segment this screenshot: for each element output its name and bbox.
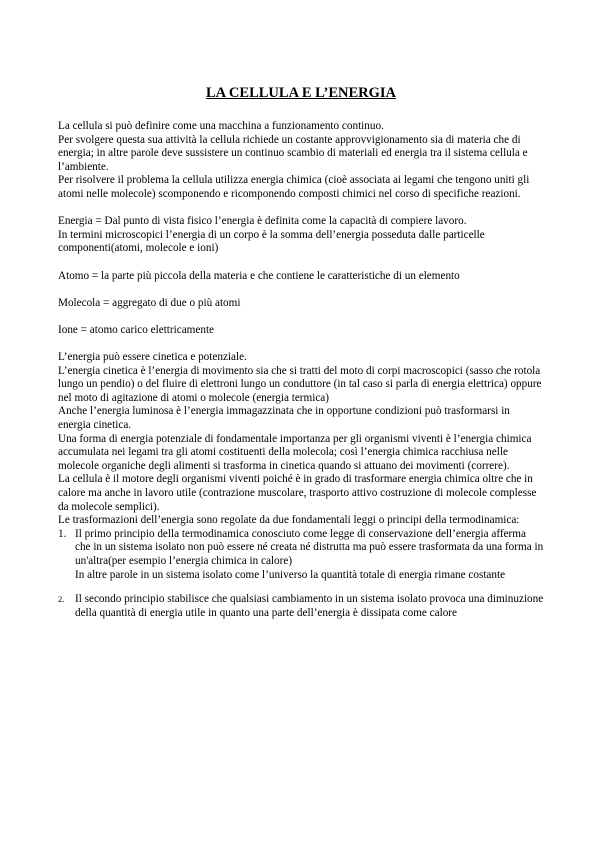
energy-definition: Energia = Dal punto di vista fisico l’energia è definita come la capacità di compiere lavoro. bbox=[58, 215, 467, 228]
intro-line-2: Per svolgere questa sua attività la cellula richiede un costante approvvigionamento sia di materia che di energia; in altre parole deve sussistere un continuo scambio di materiali ed energia tra il sistema cellula e l’ambiente. bbox=[58, 133, 528, 173]
list-number: 2. bbox=[58, 594, 65, 605]
energy-microscopic: In termini microscopici l’energia di un corpo è la somma dell’energia posseduta dalle particelle componenti(atomi, molecole e ioni) bbox=[58, 228, 485, 255]
list-item-body bbox=[75, 528, 544, 582]
document-page bbox=[58, 84, 544, 620]
intro-line-1: La cellula si può definire come una macchina a funzionamento continuo. bbox=[58, 120, 384, 132]
ion-definition: Ione = atomo carico elettricamente bbox=[58, 323, 215, 336]
forms-line-1: L’energia può essere cinetica e potenziale. bbox=[58, 351, 247, 364]
molecule-definition-section bbox=[58, 297, 544, 311]
intro-line-3: Per risolvere il problema la cellula utilizza energia chimica (cioè associata ai legami che tengono uniti gli atomi nelle molecole) scomponendo e ricomponendo composti chimici nel corso di specifiche reazioni. bbox=[58, 174, 530, 200]
forms-line-3: Anche l’energia luminosa è l’energia immagazzinata che in opportune condizioni può trasformarsi in energia cinetica. bbox=[58, 405, 510, 432]
document-title: LA CELLULA E L’ENERGIA bbox=[205, 85, 397, 101]
forms-line-2: L’energia cinetica è l’energia di movimento sia che si tratti del moto di corpi macroscopici (sasso che rotola lungo un pendio) o del fluire di elettroni lungo un conduttore (in tal caso si parla di energia elettrica) oppure nel moto di agitazione di atomi o molecole (energia termica) bbox=[58, 364, 542, 404]
principle-1-text: Il primo principio della termodinamica conosciuto come legge di conservazione dell’energia afferma che in un sistema isolato non può essere né creata né distrutta ma può essere trasformata da una forma in un'altra(per esempio l’energia chimica in calore) bbox=[75, 527, 544, 567]
thermodynamics-principles-list bbox=[58, 528, 544, 621]
list-item bbox=[58, 593, 544, 620]
principle-2-text: Il secondo principio stabilisce che qualsiasi cambiamento in un sistema isolato provoca una diminuzione della quantità di energia utile in quanto una parte dell’energia è dissipata come calore bbox=[75, 593, 544, 619]
list-number: 1. bbox=[58, 527, 67, 540]
list-item bbox=[58, 528, 544, 582]
energy-forms-section bbox=[58, 351, 544, 528]
forms-line-6: Le trasformazioni dell’energia sono regolate da due fondamentali leggi o principi della termodinamica: bbox=[58, 514, 520, 527]
molecule-definition: Molecola = aggregato di due o più atomi bbox=[58, 296, 241, 309]
energy-definition-section bbox=[58, 215, 544, 256]
principle-1-summary: In altre parole in un sistema isolato come l’universo la quantità totale di energia rimane costante bbox=[75, 568, 506, 581]
intro-section bbox=[58, 120, 544, 202]
forms-line-4: Una forma di energia potenziale di fondamentale importanza per gli organismi viventi è l’energia chimica accumulata nei legami tra gli atomi costituenti della molecola; così l’energia chimica racchiusa nelle molecole organiche degli alimenti si trasforma in cinetica quando si attuano dei movimenti (correre). bbox=[58, 432, 532, 472]
forms-line-5: La cellula è il motore degli organismi viventi poiché è in grado di trasformare energia chimica oltre che in calore ma anche in lavoro utile (contrazione muscolare, trasporto attivo costruzione di molecole complesse da molecole semplici). bbox=[58, 473, 537, 513]
atom-definition: Atomo = la parte più piccola della materia e che contiene le caratteristiche di un elemento bbox=[58, 269, 460, 282]
ion-definition-section bbox=[58, 324, 544, 338]
atom-definition-section bbox=[58, 270, 544, 284]
list-item-body bbox=[75, 593, 544, 620]
